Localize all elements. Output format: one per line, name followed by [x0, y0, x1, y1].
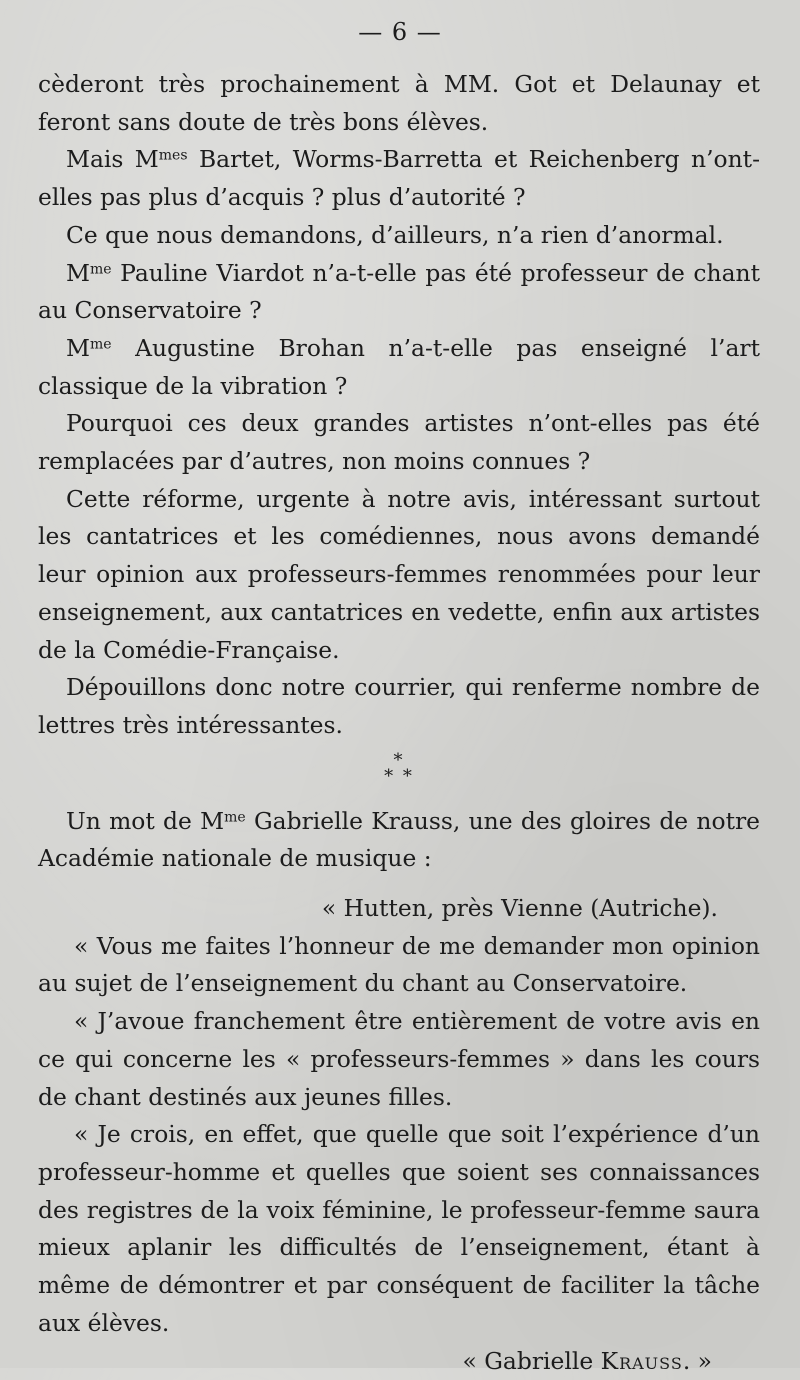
letter-paragraph: « J’avoue franchement être entièrement de votre avis en ce qui concerne les « professeurs-femmes » dans les cours de chant destinés aux jeunes filles. [38, 1003, 760, 1116]
superscript: me [90, 261, 112, 277]
paragraph: Cette réforme, urgente à notre avis, intéressant surtout les cantatrices et les comédiennes, nous avons demandé leur opinion aux professeurs-femmes renommées pour leur enseignement, aux cantatrices en vedette, enfin aux artistes de la Comédie-Française. [38, 481, 760, 670]
paragraph [38, 141, 760, 216]
letter-paragraph: « Je crois, en effet, que quelle que soit l’expérience d’un professeur-homme et quelles que soient ses connaissances des registres de la voix féminine, le professeur-femme saura mieux aplanir les difficultés de l’enseignement, étant à même de démontrer et par conséquent de faciliter la tâche aux élèves. [38, 1116, 760, 1342]
letter-signature [38, 1343, 760, 1380]
paragraph: Ce que nous demandons, d’ailleurs, n’a rien d’anormal. [38, 217, 760, 255]
krauss-intro [38, 803, 760, 878]
paragraph: cèderont très prochainement à MM. Got et Delaunay et feront sans doute de très bons élèves. [38, 66, 760, 141]
text: Pauline Viardot n’a-t-elle pas été professeur de chant au Conservatoire ? [38, 259, 760, 325]
page-number: — 6 — [0, 18, 800, 46]
paragraph: Dépouillons donc notre courrier, qui renferme nombre de lettres très intéressantes. [38, 669, 760, 744]
text: Un mot de M [66, 807, 224, 835]
superscript: mes [159, 148, 188, 164]
superscript: me [90, 336, 112, 352]
page-body [38, 66, 760, 1380]
letter-place: « Hutten, près Vienne (Autriche). [38, 890, 760, 928]
text: M [66, 334, 90, 362]
separator-top: * [38, 753, 760, 769]
text: Gabrielle Krauss, une des gloires de notre Académie nationale de musique : [38, 807, 760, 873]
text: M [66, 259, 90, 287]
paragraph [38, 255, 760, 330]
paragraph [38, 330, 760, 405]
separator-bottom: * * [38, 769, 760, 785]
text: . » [683, 1347, 712, 1375]
section-separator [38, 745, 760, 803]
letter-paragraph: « Vous me faites l’honneur de me demander mon opinion au sujet de l’enseignement du chant au Conservatoire. [38, 928, 760, 1003]
paragraph: Pourquoi ces deux grandes artistes n’ont-elles pas été remplacées par d’autres, non moins connues ? [38, 405, 760, 480]
text: Mais M [66, 145, 159, 173]
text: « Gabrielle [463, 1347, 601, 1375]
signature-name: Krauss [601, 1347, 683, 1375]
text: Bartet, Worms-Barretta et Reichenberg n’ont-elles pas plus d’acquis ? plus d’autorité ? [38, 145, 760, 211]
text: Augustine Brohan n’a-t-elle pas enseigné l’art classique de la vibration ? [38, 334, 760, 400]
superscript: me [224, 809, 246, 825]
